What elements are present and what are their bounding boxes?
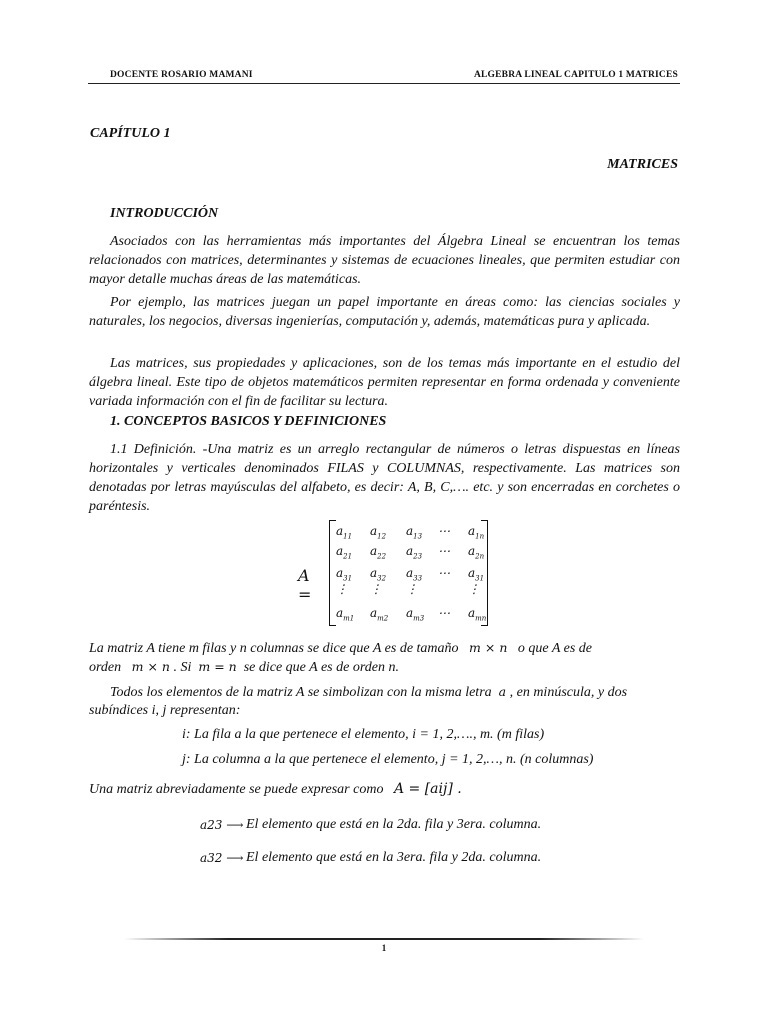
order-line-2	[89, 659, 399, 676]
matrix-cell: $a_{12}$	[370, 524, 387, 541]
row-index-description: i: La fila a la que pertenece el elemento, i = 1, 2,…., m. (m filas)	[182, 727, 545, 742]
chapter-title: MATRICES	[607, 157, 678, 172]
matrix-cell: $a_{m1}$	[336, 606, 355, 623]
matrix-cell: $a_{m2}$	[370, 606, 389, 623]
header-author: DOCENTE ROSARIO MAMANI	[110, 70, 253, 80]
column-index-description: j: La columna a la que pertenece el elemento, j = 1, 2,…, n. (n columnas)	[182, 752, 594, 767]
elements-line-2: subíndices i, j representan:	[89, 703, 241, 718]
elements-letter: a	[498, 684, 507, 699]
matrix-cell: ⋯	[438, 606, 450, 620]
elements-text-2: , en minúscula, y dos	[509, 685, 628, 700]
order-text-5: se dice que A es de orden n.	[243, 660, 399, 675]
example-2-symbol: a32 ⟶	[200, 851, 244, 865]
matrix-cell: ⋮	[336, 582, 348, 596]
matrix-cell: $a_{31}$	[336, 566, 353, 583]
matrix-cell: $a_{13}$	[406, 524, 423, 541]
order-math-1: m × n	[469, 640, 508, 655]
matrix-cell: $a_{31}$	[468, 566, 485, 583]
abbreviated-math: A = [aij] .	[393, 781, 462, 797]
example-1-text: El elemento que está en la 2da. fila y 3era. columna.	[246, 817, 542, 832]
example-2-text: El elemento que está en la 3era. fila y 2da. columna.	[246, 850, 542, 865]
abbreviated-line	[89, 781, 462, 798]
order-text-1: La matriz A tiene m filas y n columnas se dice que A es de tamaño	[89, 641, 459, 656]
matrix-left-bracket	[329, 520, 336, 626]
matrix-cell: $a_{21}$	[336, 544, 353, 561]
footer-rule	[124, 938, 644, 940]
chapter-label: CAPÍTULO 1	[90, 126, 171, 141]
paragraph-1: Asociados con las herramientas más importantes del Álgebra Lineal se encuentran los temas relacionados con matrices, determinantes y sistemas de ecuaciones lineales, que permiten estudiar con mayor detalle muchas áreas de las matemáticas.	[89, 234, 680, 287]
order-line-1	[89, 640, 680, 657]
order-text-2: o que A es de	[517, 641, 593, 656]
page-number: 1	[381, 943, 387, 953]
matrix-cell: $a_{22}$	[370, 544, 387, 561]
matrix-cell: $a_{23}$	[406, 544, 423, 561]
intro-heading: INTRODUCCIÓN	[110, 206, 219, 221]
matrix-cell: $a_{33}$	[406, 566, 423, 583]
section-heading: 1. CONCEPTOS BASICOS Y DEFINICIONES	[110, 414, 387, 429]
elements-line-1	[110, 684, 680, 701]
paragraph-3: Las matrices, sus propiedades y aplicaciones, son de los temas más importante en el estudio del álgebra lineal. Este tipo de objetos matemáticos permiten representar en forma ordenada y conveniente variada información con el fin de facilitar su lectura.	[89, 356, 680, 409]
header-course: ALGEBRA LINEAL CAPITULO 1 MATRICES	[473, 70, 678, 80]
matrix-cell: $a_{11}$	[336, 524, 353, 541]
matrix-cell: $a_{1n}$	[468, 524, 485, 541]
order-text-4: . Si	[173, 660, 192, 675]
matrix-cell: $a_{mn}$	[468, 606, 487, 623]
matrix-cell: ⋮	[406, 582, 418, 596]
matrix-lhs: A =	[298, 566, 312, 604]
order-text-3: orden	[89, 660, 122, 675]
matrix-cell: $a_{2n}$	[468, 544, 485, 561]
abbreviated-text: Una matriz abreviadamente se puede expresar como	[89, 782, 384, 797]
header-rule	[88, 83, 680, 84]
paragraph-2: Por ejemplo, las matrices juegan un papel importante en áreas como: las ciencias sociales y naturales, los negocios, diversas ingenierías, computación y, además, matemáticas pura y aplicada.	[89, 295, 680, 329]
matrix-cell: ⋯	[438, 566, 450, 580]
matrix-cell: ⋮	[370, 582, 382, 596]
matrix-cell: ⋯	[438, 524, 450, 538]
definition-paragraph: 1.1 Definición. -Una matriz es un arreglo rectangular de números o letras dispuestas en líneas horizontales y verticales denominados FILAS y COLUMNAS, respectivamente. Las matrices son denotadas por letras mayúsculas del alfabeto, es decir: A, B, C,…. etc. y son encerradas en corchetes o paréntesis.	[89, 442, 680, 514]
example-1-symbol: a23 ⟶	[200, 818, 244, 832]
order-math-2: m × n	[131, 659, 170, 674]
matrix-cell: ⋮	[468, 582, 480, 596]
elements-text-1: Todos los elementos de la matriz A se simbolizan con la misma letra	[110, 685, 492, 700]
matrix-cell: $a_{m3}$	[406, 606, 425, 623]
matrix-cell: ⋯	[438, 544, 450, 558]
matrix-cell: $a_{32}$	[370, 566, 387, 583]
order-math-3: m = n	[198, 659, 237, 674]
